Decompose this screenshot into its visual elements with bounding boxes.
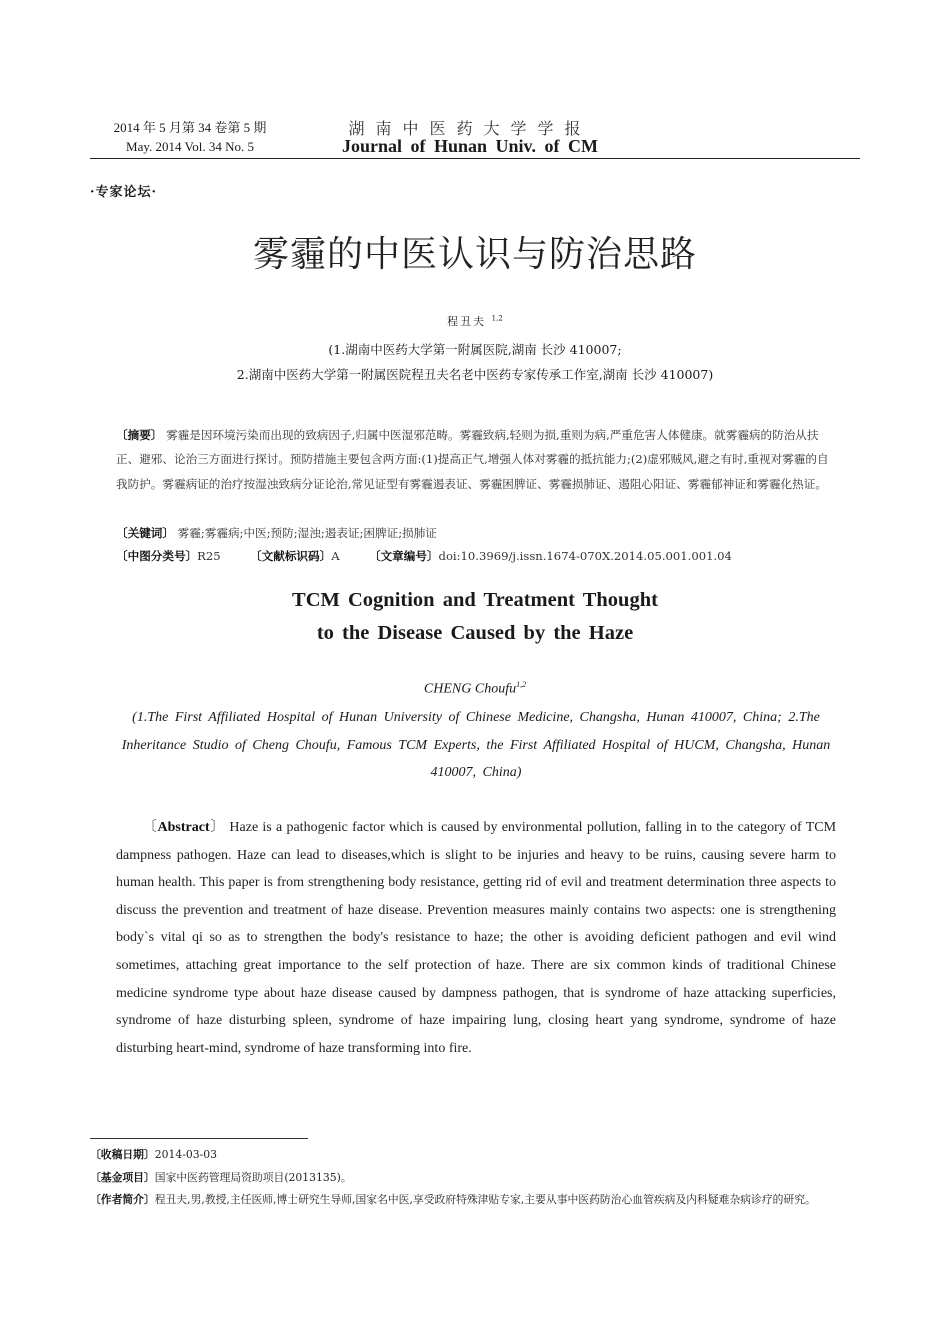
received-label: 〔收稿日期〕: [90, 1148, 155, 1161]
footnote-fund: [90, 1168, 860, 1188]
abstract-cn-label: 〔摘要〕: [116, 428, 163, 442]
affiliation-cn-line-1: (1.湖南中医药大学第一附属医院,湖南 长沙 410007;: [328, 342, 622, 357]
abstract-en-label: Abstract: [157, 820, 210, 835]
author-en: [0, 680, 950, 698]
fund-value: 国家中医药管理局资助项目(2013135)。: [154, 1171, 352, 1184]
affiliation-en: (1.The First Affiliated Hospital of Hunan University of Chinese Medicine, Changsha, Hunan 410007, China; 2.The Inheritance Studio of Cheng Choufu, Famous TCM Experts, the First Affiliated Hospital of HUCM, Changsha, Hunan 410007, China): [121, 710, 831, 780]
doc-code-label: 〔文献标识码〕: [250, 549, 332, 563]
classification-row: [116, 548, 732, 564]
author-name-en: CHENG Choufu: [423, 681, 517, 697]
article-title-en-line-2: to the Disease Caused by the Haze: [316, 622, 634, 644]
author-name-cn: 程丑夫: [447, 315, 487, 328]
section-label: ·专家论坛·: [90, 185, 158, 200]
affiliation-cn-line-2: 2.湖南中医药大学第一附属医院程丑夫名老中医药专家传承工作室,湖南 长沙 410007): [236, 367, 714, 382]
author-affil-marks-cn: 1,2: [491, 314, 503, 323]
article-no-label: 〔文章编号〕: [368, 549, 439, 563]
article-title-cn: 雾霾的中医认识与防治思路: [252, 234, 697, 275]
abstract-en: 〔Abstract〕 Haze is a pathogenic factor which is caused by environmental pollution, falling in to the category of TCM dampness pathogen. Haze can lead to diseases,which is slight to be injuries and heavy to be ruins, causing severe harm to human health. This paper is from strengthening body resistance, getting rid of evil and treatment determination three aspects to discuss the prevention and treatment of haze disease. Prevention measures mainly contains two aspects: one is strengthening body`s vital qi so as to strengthen the body's resistance to haze; the other is avoiding deficient pathogen and evil wind sometimes, attaching great importance to the self protection of haze. There are six common kinds of traditional Chinese medicine syndrome type about haze disease caused by dampness pathogen, that is syndrome of haze attacking superficies, syndrome of haze disturbing spleen, syndrome of haze impairing lung, closing heart yang syndrome, syndrome of haze disturbing heart-mind, syndrome of haze transforming into fire.: [116, 820, 837, 1056]
doc-code-value: A: [331, 549, 340, 563]
article-no-value: doi:10.3969/j.issn.1674-070X.2014.05.001.001.04: [438, 549, 732, 563]
author-cn: [0, 313, 950, 329]
bio-label: 〔作者简介〕: [90, 1193, 155, 1206]
footnote-author-bio: [90, 1190, 860, 1210]
footnote-rule: [90, 1138, 308, 1139]
keywords-cn: [116, 525, 437, 541]
abstract-cn: [116, 423, 836, 496]
issue-en: May. 2014 Vol. 34 No. 5: [126, 139, 254, 154]
journal-name-cn: 湖南中医药大学学报: [348, 119, 592, 138]
received-value: 2014-03-03: [154, 1148, 218, 1161]
clc-label: 〔中图分类号〕: [116, 549, 198, 563]
journal-name-en: Journal of Hunan Univ. of CM: [341, 136, 599, 156]
bio-value: 程丑夫,男,教授,主任医师,博士研究生导师,国家名中医,享受政府特殊津贴专家,主要从事中医药防治心血管疾病及内科疑难杂病诊疗的研究。: [154, 1193, 816, 1206]
issue-info: [90, 118, 290, 156]
issue-cn: 2014 年 5 月第 34 卷第 5 期: [113, 120, 267, 135]
abstract-en-text: Haze is a pathogenic factor which is caused by environmental pollution, falling in to the category of TCM dampness pathogen. Haze can lead to diseases,which is slight to be injuries and heavy to be ruins, causing severe harm to human health. This paper is from strengthening body resistance, getting rid of evil and treatment determination three aspects to discuss the prevention and treatment of haze disease. Prevention measures mainly contains two aspects: one is strengthening body`s vital qi so as to strengthen the body's resistance to haze; the other is avoiding deficient pathogen and evil wind sometimes, attaching great importance to the self protection of haze. There are six common kinds of traditional Chinese medicine syndrome type about haze disease caused by dampness pathogen, that is syndrome of haze attacking superficies, syndrome of haze disturbing spleen, syndrome of haze impairing lung, closing heart yang syndrome, syndrome of haze disturbing heart-mind, syndrome of haze transforming into fire.: [116, 820, 837, 1056]
fund-label: 〔基金项目〕: [90, 1171, 155, 1184]
clc-value: R25: [197, 549, 221, 563]
abstract-cn-text: 雾霾是因环境污染而出现的致病因子,归属中医湿邪范畴。雾霾致病,轻则为损,重则为病,严重危害人体健康。就雾霾病的防治从扶正、避邪、论治三方面进行探讨。预防措施主要包含两方面:(1)提高正气,增强人体对雾霾的抵抗能力;(2)虚邪贼风,避之有时,重视对雾霾的自我防护。雾霾病证的治疗按湿浊致病分证论治,常见证型有雾霾遏表证、雾霾困脾证、雾霾损肺证、遏阻心阳证、雾霾郁神证和雾霾化热证。: [116, 428, 829, 491]
header-rule: [90, 158, 860, 159]
article-title-en-line-1: TCM Cognition and Treatment Thought: [292, 589, 658, 611]
footnote-received: [90, 1145, 860, 1165]
keywords-cn-label: 〔关键词〕: [116, 526, 174, 540]
article-title-en: [0, 584, 950, 650]
author-affil-marks-en: 1,2: [516, 680, 527, 689]
keywords-cn-text: 雾霾;雾霾病;中医;预防;湿浊;遏表证;困脾证;损肺证: [177, 526, 437, 540]
